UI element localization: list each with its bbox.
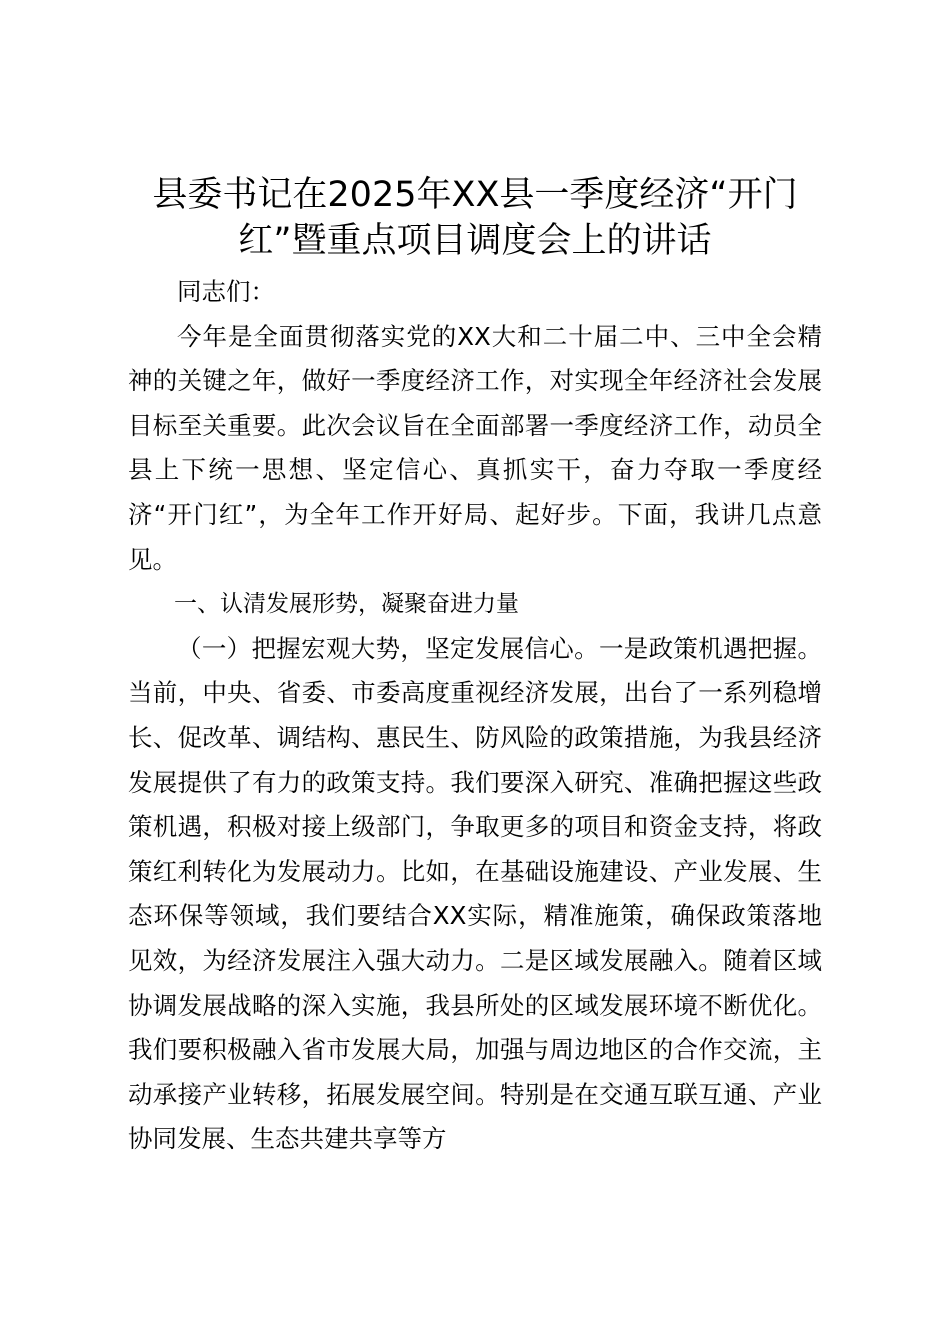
intro-paragraph: 今年是全面贯彻落实党的XX大和二十届二中、三中全会精神的关键之年，做好一季度经济工作，对实现全年经济社会发展目标至关重要。此次会议旨在全面部署一季度经济工作，动员全县上下统一思想、坚定信心、真抓实干，奋力夺取一季度经济“开门红”，为全年工作开好局、起好步。下面，我讲几点意见。 <box>128 321 822 574</box>
document-title <box>128 172 822 264</box>
document-page <box>128 172 822 1162</box>
section-heading: 一、认清发展形势，凝聚奋进力量 <box>174 591 519 618</box>
body-paragraph: （一）把握宏观大势，坚定发展信心。一是政策机遇把握。当前，中央、省委、市委高度重视经济发展，出台了一系列稳增长、促改革、调结构、惠民生、防风险的政策措施，为我县经济发展提供了有力的政策支持。我们要深入研究、准确把握这些政策机遇，积极对接上级部门，争取更多的项目和资金支持，将政策红利转化为发展动力。比如，在基础设施建设、产业发展、生态环保等领域，我们要结合XX实际，精准施策，确保政策落地见效，为经济发展注入强大动力。二是区域发展融入。随着区域协调发展战略的深入实施，我县所处的区域发展环境不断优化。我们要积极融入省市发展大局，加强与周边地区的合作交流，主动承接产业转移，拓展发展空间。特别是在交通互联互通、产业协同发展、生态共建共享等方 <box>128 633 822 1154</box>
document-body <box>128 270 822 1162</box>
salutation: 同志们： <box>177 277 275 306</box>
title-line-2: 红”暨重点项目调度会上的讲话 <box>238 221 712 261</box>
title-line-1: 县委书记在2025年XX县一季度经济“开门 <box>152 175 798 215</box>
